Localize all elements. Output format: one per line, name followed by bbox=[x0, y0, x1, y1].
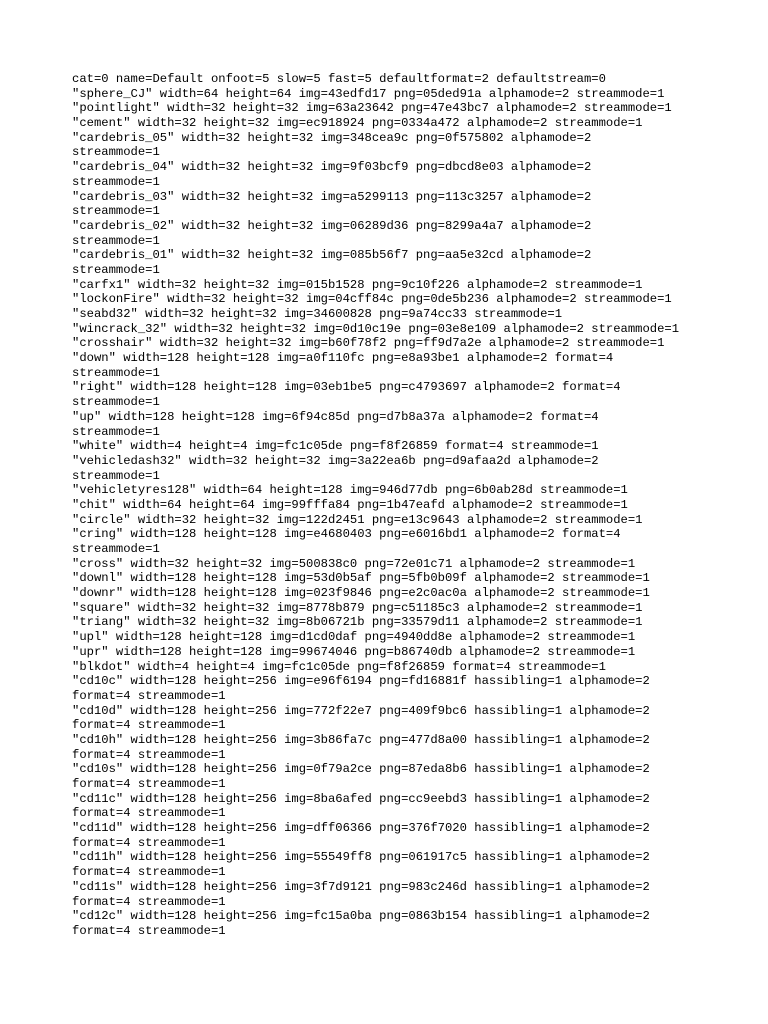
text-line: "wincrack_32" width=32 height=32 img=0d10c19e png=03e8e109 alphamode=2 streammode=1 bbox=[72, 321, 680, 336]
text-line: "cring" width=128 height=128 img=e4680403 png=e6016bd1 alphamode=2 format=4 bbox=[72, 527, 621, 542]
text-line: format=4 streammode=1 bbox=[72, 688, 226, 703]
text-line: streammode=1 bbox=[72, 424, 160, 439]
text-line: "cd10s" width=128 height=256 img=0f79a2ce png=87eda8b6 hassibling=1 alphamode=2 bbox=[72, 762, 650, 777]
text-line: "cardebris_02" width=32 height=32 img=06289d36 png=8299a4a7 alphamode=2 bbox=[72, 218, 592, 233]
text-line: "cd12c" width=128 height=256 img=fc15a0ba png=0863b154 hassibling=1 alphamode=2 bbox=[72, 909, 650, 924]
text-line: "vehicledash32" width=32 height=32 img=3a22ea6b png=d9afaa2d alphamode=2 bbox=[72, 453, 599, 468]
text-line: "cement" width=32 height=32 img=ec918924 png=0334a472 alphamode=2 streammode=1 bbox=[72, 116, 643, 131]
text-line: "cardebris_01" width=32 height=32 img=085b56f7 png=aa5e32cd alphamode=2 bbox=[72, 248, 592, 263]
text-line: format=4 streammode=1 bbox=[72, 923, 226, 938]
text-line: format=4 streammode=1 bbox=[72, 865, 226, 880]
text-line: "upr" width=128 height=128 img=99674046 png=b86740db alphamode=2 streammode=1 bbox=[72, 644, 636, 659]
text-line: "cd11c" width=128 height=256 img=8ba6afed png=cc9eebd3 hassibling=1 alphamode=2 bbox=[72, 791, 650, 806]
text-line: streammode=1 bbox=[72, 542, 160, 556]
text-line: streammode=1 bbox=[72, 468, 160, 483]
text-line: "pointlight" width=32 height=32 img=63a23642 png=47e43bc7 alphamode=2 streammode=1 bbox=[72, 101, 672, 116]
text-line: streammode=1 bbox=[72, 395, 160, 410]
text-line: "sphere_CJ" width=64 height=64 img=43edfd17 png=05ded91a alphamode=2 streammode=1 bbox=[72, 86, 665, 101]
text-line: "cd10h" width=128 height=256 img=3b86fa7c png=477d8a00 hassibling=1 alphamode=2 bbox=[72, 732, 650, 747]
text-line: format=4 streammode=1 bbox=[72, 894, 226, 909]
text-line: "cardebris_03" width=32 height=32 img=a5299113 png=113c3257 alphamode=2 bbox=[72, 189, 592, 204]
text-line: "downl" width=128 height=128 img=53d0b5af png=5fb0b09f alphamode=2 streammode=1 bbox=[72, 571, 650, 586]
text-line: "blkdot" width=4 height=4 img=fc1c05de png=f8f26859 format=4 streammode=1 bbox=[72, 659, 606, 674]
text-line: "right" width=128 height=128 img=03eb1be5 png=c4793697 alphamode=2 format=4 bbox=[72, 380, 621, 395]
text-line: "chit" width=64 height=64 img=99fffa84 png=1b47eafd alphamode=2 streammode=1 bbox=[72, 497, 628, 512]
text-line: "cross" width=32 height=32 img=500838c0 png=72e01c71 alphamode=2 streammode=1 bbox=[72, 556, 636, 571]
text-line: streammode=1 bbox=[72, 145, 160, 160]
text-line: "lockonFire" width=32 height=32 img=04cff84c png=0de5b236 alphamode=2 streammode=1 bbox=[72, 292, 672, 307]
text-line: "cd11s" width=128 height=256 img=3f7d9121 png=983c246d hassibling=1 alphamode=2 bbox=[72, 879, 650, 894]
text-line: "down" width=128 height=128 img=a0f110fc png=e8a93be1 alphamode=2 format=4 bbox=[72, 351, 614, 366]
text-line: "downr" width=128 height=128 img=023f9846 png=e2c0ac0a alphamode=2 streammode=1 bbox=[72, 586, 650, 601]
text-line: "cardebris_05" width=32 height=32 img=348cea9c png=0f575802 alphamode=2 bbox=[72, 130, 592, 145]
text-line: format=4 streammode=1 bbox=[72, 806, 226, 821]
document-body bbox=[72, 72, 712, 939]
text-line: format=4 streammode=1 bbox=[72, 777, 226, 791]
text-line: "white" width=4 height=4 img=fc1c05de png=f8f26859 format=4 streammode=1 bbox=[72, 439, 599, 454]
text-line: "square" width=32 height=32 img=8778b879 png=c51185c3 alphamode=2 streammode=1 bbox=[72, 600, 643, 615]
text-line: "upl" width=128 height=128 img=d1cd0daf png=4940dd8e alphamode=2 streammode=1 bbox=[72, 630, 636, 645]
text-line: "cd11h" width=128 height=256 img=55549ff8 png=061917c5 hassibling=1 alphamode=2 bbox=[72, 850, 650, 865]
text-line: "circle" width=32 height=32 img=122d2451 png=e13c9643 alphamode=2 streammode=1 bbox=[72, 512, 643, 527]
text-line: "carfx1" width=32 height=32 img=015b1528 png=9c10f226 alphamode=2 streammode=1 bbox=[72, 277, 643, 292]
text-line: "seabd32" width=32 height=32 img=34600828 png=9a74cc33 streammode=1 bbox=[72, 307, 563, 321]
text-line: format=4 streammode=1 bbox=[72, 718, 226, 733]
text-line: streammode=1 bbox=[72, 204, 160, 219]
text-line: "up" width=128 height=128 img=6f94c85d png=d7b8a37a alphamode=2 format=4 bbox=[72, 409, 599, 424]
text-line: "cardebris_04" width=32 height=32 img=9f03bcf9 png=dbcd8e03 alphamode=2 bbox=[72, 160, 592, 175]
text-line: "cd10c" width=128 height=256 img=e96f6194 png=fd16881f hassibling=1 alphamode=2 bbox=[72, 674, 650, 689]
text-line: "cd10d" width=128 height=256 img=772f22e7 png=409f9bc6 hassibling=1 alphamode=2 bbox=[72, 703, 650, 718]
text-line: "vehicletyres128" width=64 height=128 img=946d77db png=6b0ab28d streammode=1 bbox=[72, 483, 628, 498]
text-line: format=4 streammode=1 bbox=[72, 747, 226, 762]
text-line: streammode=1 bbox=[72, 262, 160, 277]
text-line: cat=0 name=Default onfoot=5 slow=5 fast=5 defaultformat=2 defaultstream=0 bbox=[72, 72, 606, 86]
text-line: streammode=1 bbox=[72, 233, 160, 248]
text-line: format=4 streammode=1 bbox=[72, 835, 226, 850]
text-line: streammode=1 bbox=[72, 365, 160, 380]
text-line: "cd11d" width=128 height=256 img=dff06366 png=376f7020 hassibling=1 alphamode=2 bbox=[72, 821, 650, 836]
text-line: "triang" width=32 height=32 img=8b06721b png=33579d11 alphamode=2 streammode=1 bbox=[72, 615, 643, 630]
text-line: "crosshair" width=32 height=32 img=b60f78f2 png=ff9d7a2e alphamode=2 streammode=1 bbox=[72, 336, 665, 351]
text-line: streammode=1 bbox=[72, 174, 160, 189]
